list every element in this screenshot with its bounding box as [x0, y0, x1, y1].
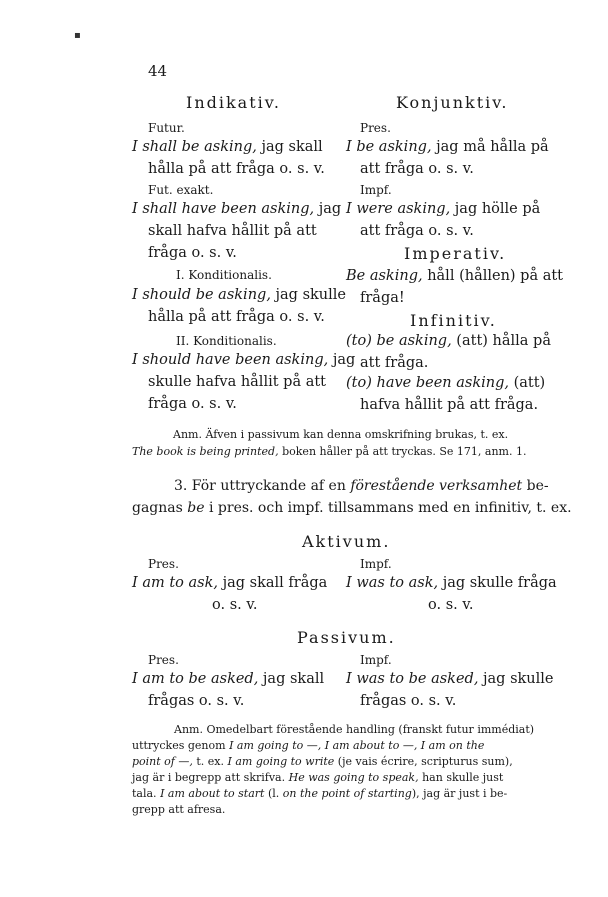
imperativ-line-2: fråga! [360, 290, 405, 306]
konditionalis-1-line-2: hålla på att fråga o. s. v. [148, 309, 325, 325]
imperativ-line-1: Be asking, håll (hållen) på att [346, 268, 564, 284]
note2-line-2: uttryckes genom I am going to —, I am about to —, I am on the [132, 739, 485, 752]
konditionalis-2-label: II. Konditionalis. [176, 334, 277, 348]
konditionalis-2-line-3: fråga o. s. v. [148, 396, 237, 412]
passivum-impf-line: I was to be asked, jag skulle [346, 671, 554, 687]
note1-line-1: Anm. Äfven i passivum kan denna omskrifning brukas, t. ex. [173, 428, 509, 441]
para3-line-2: gagnas be i pres. och impf. tillsammans med en infinitiv, t. ex. [132, 500, 572, 516]
note2-line-6: grepp att afresa. [132, 803, 226, 816]
aktivum-pres-cont: o. s. v. [212, 597, 258, 613]
konj-impf-line-1: I were asking, jag hölle på [346, 201, 541, 217]
infinitiv-line-1: (to) be asking, (att) hålla på [346, 333, 551, 349]
aktivum-impf-label: Impf. [360, 557, 392, 571]
passivum-pres-label: Pres. [148, 653, 179, 667]
konj-pres-line-1: I be asking, jag må hålla på [346, 139, 549, 155]
para3-line-1: 3. För uttryckande af en förestående verksamhet be- [174, 478, 549, 494]
konj-impf-line-2: att fråga o. s. v. [360, 223, 474, 239]
imperativ-heading: Imperativ. [404, 244, 507, 263]
infinitiv-line-2: att fråga. [360, 355, 429, 371]
page-number: 44 [148, 62, 168, 80]
aktivum-pres-line: I am to ask, jag skall fråga [132, 575, 328, 591]
indikativ-heading: Indikativ. [186, 93, 281, 112]
aktivum-heading: Aktivum. [302, 532, 391, 551]
fut-exakt-label: Fut. exakt. [148, 183, 214, 197]
konj-pres-line-2: att fråga o. s. v. [360, 161, 474, 177]
futur-label: Futur. [148, 121, 185, 135]
fut-exakt-line-3: fråga o. s. v. [148, 245, 237, 261]
note2-line-3: point of —, t. ex. I am going to write (je vais écrire, scripturus sum), [132, 755, 513, 768]
futur-line-2: hålla på att fråga o. s. v. [148, 161, 325, 177]
konditionalis-1-label: I. Konditionalis. [176, 268, 272, 282]
infinitiv-line-4: hafva hållit på att fråga. [360, 397, 539, 413]
konditionalis-2-line-2: skulle hafva hållit på att [148, 374, 326, 390]
fut-exakt-line-1: I shall have been asking, jag [132, 201, 342, 217]
infinitiv-line-3: (to) have been asking, (att) [346, 375, 546, 391]
fut-exakt-line-2: skall hafva hållit på att [148, 223, 317, 239]
konditionalis-1-line-1: I should be asking, jag skulle [132, 287, 347, 303]
note2-line-5: tala. I am about to start (l. on the point of starting), jag är just i be- [132, 787, 508, 800]
passivum-pres-line: I am to be asked, jag skall [132, 671, 325, 687]
konjunktiv-heading: Konjunktiv. [396, 93, 509, 112]
infinitiv-heading: Infinitiv. [410, 311, 497, 330]
aktivum-impf-cont: o. s. v. [428, 597, 474, 613]
konj-impf-label: Impf. [360, 183, 392, 197]
note1-line-2: The book is being printed, boken håller på att tryckas. Se 171, anm. 1. [132, 445, 527, 458]
konj-pres-label: Pres. [360, 121, 391, 135]
passivum-heading: Passivum. [297, 628, 396, 647]
note2-line-4: jag är i begrepp att skrifva. He was going to speak, han skulle just [132, 771, 504, 784]
aktivum-pres-label: Pres. [148, 557, 179, 571]
futur-line-1: I shall be asking, jag skall [132, 139, 323, 155]
konditionalis-2-line-1: I should have been asking, jag [132, 352, 356, 368]
margin-dot: ▪ [74, 30, 81, 41]
note2-line-1: Anm. Omedelbart förestående handling (franskt futur immédiat) [174, 723, 535, 736]
passivum-impf-cont: frågas o. s. v. [360, 693, 457, 709]
passivum-pres-cont: frågas o. s. v. [148, 693, 245, 709]
passivum-impf-label: Impf. [360, 653, 392, 667]
aktivum-impf-line: I was to ask, jag skulle fråga [346, 575, 557, 591]
